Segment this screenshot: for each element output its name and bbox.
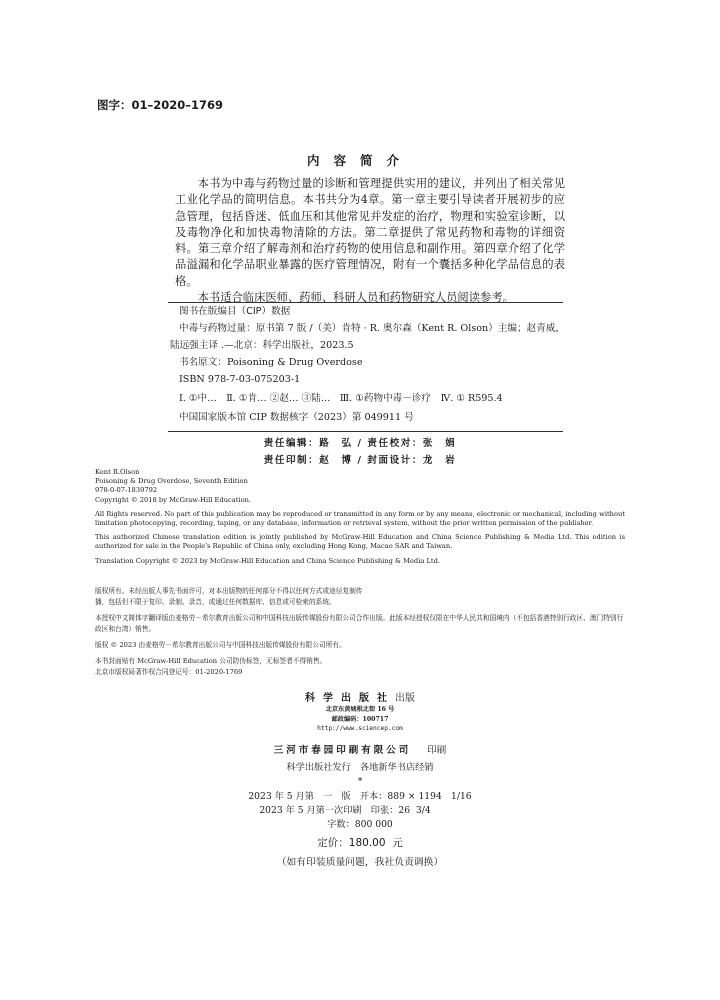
chinese-legal <box>95 586 625 683</box>
original-isbn: 978-0-07-1839792 <box>95 486 158 495</box>
divider <box>168 431 563 432</box>
editorial-credits <box>0 435 720 469</box>
cip-classification: Ⅰ. ①中… Ⅱ. ①肯… ②赵… ③陆… Ⅲ. ①药物中毒－诊疗 Ⅳ. ① R595.4 <box>179 393 503 404</box>
edition-info: 2023 年 5 月第 一 版 开本：889 × 1194 1/16 <box>248 791 472 802</box>
price: 定价：180.00 元 <box>317 837 403 849</box>
intro-body <box>175 176 565 306</box>
print-label: 印刷 <box>427 745 447 756</box>
publisher-info <box>0 686 720 872</box>
credit-line: 责任印制：赵 博 / 封面设计：龙 岩 <box>263 455 457 466</box>
credit-line: 责任编辑：路 弘 / 责任校对：张 娟 <box>263 438 457 449</box>
original-author: Kent R.Olson <box>95 468 140 476</box>
cip-number: 中国国家版本馆 CIP 数据核字（2023）第 049911 号 <box>179 412 414 423</box>
intro-paragraph: 本书适合临床医师、药师、科研人员和药物研究人员阅读参考。 <box>197 291 514 305</box>
english-copyright <box>95 468 625 571</box>
cn-rights: 版权所有。未经出版人事先书面许可，对本出版物的任何部分不得以任何方式或途径复制传 <box>95 587 363 595</box>
cn-label-notice: 本书封面贴有 McGraw-Hill Education 公司防伪标签，无标签者不得销售。 <box>95 657 327 665</box>
word-count: 字数：800 000 <box>327 819 393 830</box>
publisher-address: 北京东黄城根北街 16 号 <box>325 706 395 713</box>
cip-isbn: ISBN 978-7-03-075203-1 <box>179 374 301 385</box>
cip-line: 中毒与药物过量：原书第 7 版 /（美）肯特 · R. 奥尔森（Kent R. Olson）主编；赵青威， <box>179 323 565 334</box>
separator: * <box>357 776 363 787</box>
intro-paragraph: 本书为中毒与药物过量的诊断和管理提供实用的建议，并列出了相关常见工业化学品的简明信息。本书共分为4章。第一章主要引导读者开展初步的应急管理，包括昏迷、低血压和其他常见并发症的治疗，物理和实验室诊断，以及毒物净化和加快毒物清除的方法。第二章提供了常见药物和毒物的详细资料。第三章介绍了解毒剂和治疗药物的使用信息和副作用。第四章介绍了化学品溢漏和化学品职业暴露的医疗管理情况，附有一个囊括多种化学品信息的表格。 <box>175 177 565 288</box>
cip-line: 陆远强主译 .—北京：科学出版社，2023.5 <box>170 340 354 351</box>
publisher-url[interactable]: http://www.sciencep.com <box>317 725 403 732</box>
authorization-statement: This authorized Chinese translation edition is jointly published by McGraw-Hill Education and China Science Publishing & Media Ltd. This edition is authorized for sale in the People's Republic of China only, excluding Hong Kong, Macao SAR and Taiwan. <box>95 533 625 551</box>
printing-info: 2023 年 5 月第一次印刷 印张：26 3/4 <box>259 805 431 816</box>
cip-block <box>170 303 565 426</box>
original-title: Poisoning & Drug Overdose, Seventh Edition <box>95 477 248 486</box>
printer-name: 三河市春园印刷有限公司 <box>273 745 412 756</box>
publish-label: 出版 <box>395 693 415 704</box>
rights-statement: All Rights reserved. No part of this publication may be reproduced or transmitted in any form or by any means, electronic or mechanical, including without limitation photocopying, recording, taping, or any database, information or retrieval system, without the prior written permission of the publisher. <box>95 509 625 528</box>
cn-copyright: 版权 © 2023 由麦格劳－希尔教育出版公司与中国科技出版传媒股份有限公司所有。 <box>95 641 346 649</box>
quality-notice: （如有印装质量问题，我社负责调换） <box>276 857 444 868</box>
cn-rights: 播，包括但不限于复印、录制、录音，或通过任何数据库、信息或可检索的系统。 <box>95 598 336 606</box>
publisher-postcode: 邮政编码：100717 <box>331 716 389 723</box>
cn-authorization: 本授权中文简体字翻译版由麦格劳－希尔教育出版公司和中国科技出版传媒股份有限公司合作出版。此版本经授权仅限在中华人民共和国境内（不包括香港特别行政区、澳门特别行政区和台湾）销售。 <box>95 614 624 633</box>
intro-title: 内容简介 <box>306 153 413 168</box>
distribution: 科学出版社发行 各地新华书店经销 <box>286 762 434 773</box>
cip-original-title: 书名原文：Poisoning & Drug Overdose <box>179 357 363 368</box>
translation-copyright: Translation Copyright © 2023 by McGraw-Hill Education and China Science Publishing & Media Ltd. <box>95 556 440 565</box>
original-copyright: Copyright © 2018 by McGraw-Hill Education. <box>95 495 252 504</box>
publisher-name: 科学出版社 <box>305 693 395 704</box>
permit-number: 图字：01–2020–1769 <box>97 98 224 112</box>
cn-registration: 北京市版权局著作权合同登记号：01-2020-1769 <box>95 668 243 676</box>
cip-heading: 图书在版编目（CIP）数据 <box>179 306 291 317</box>
